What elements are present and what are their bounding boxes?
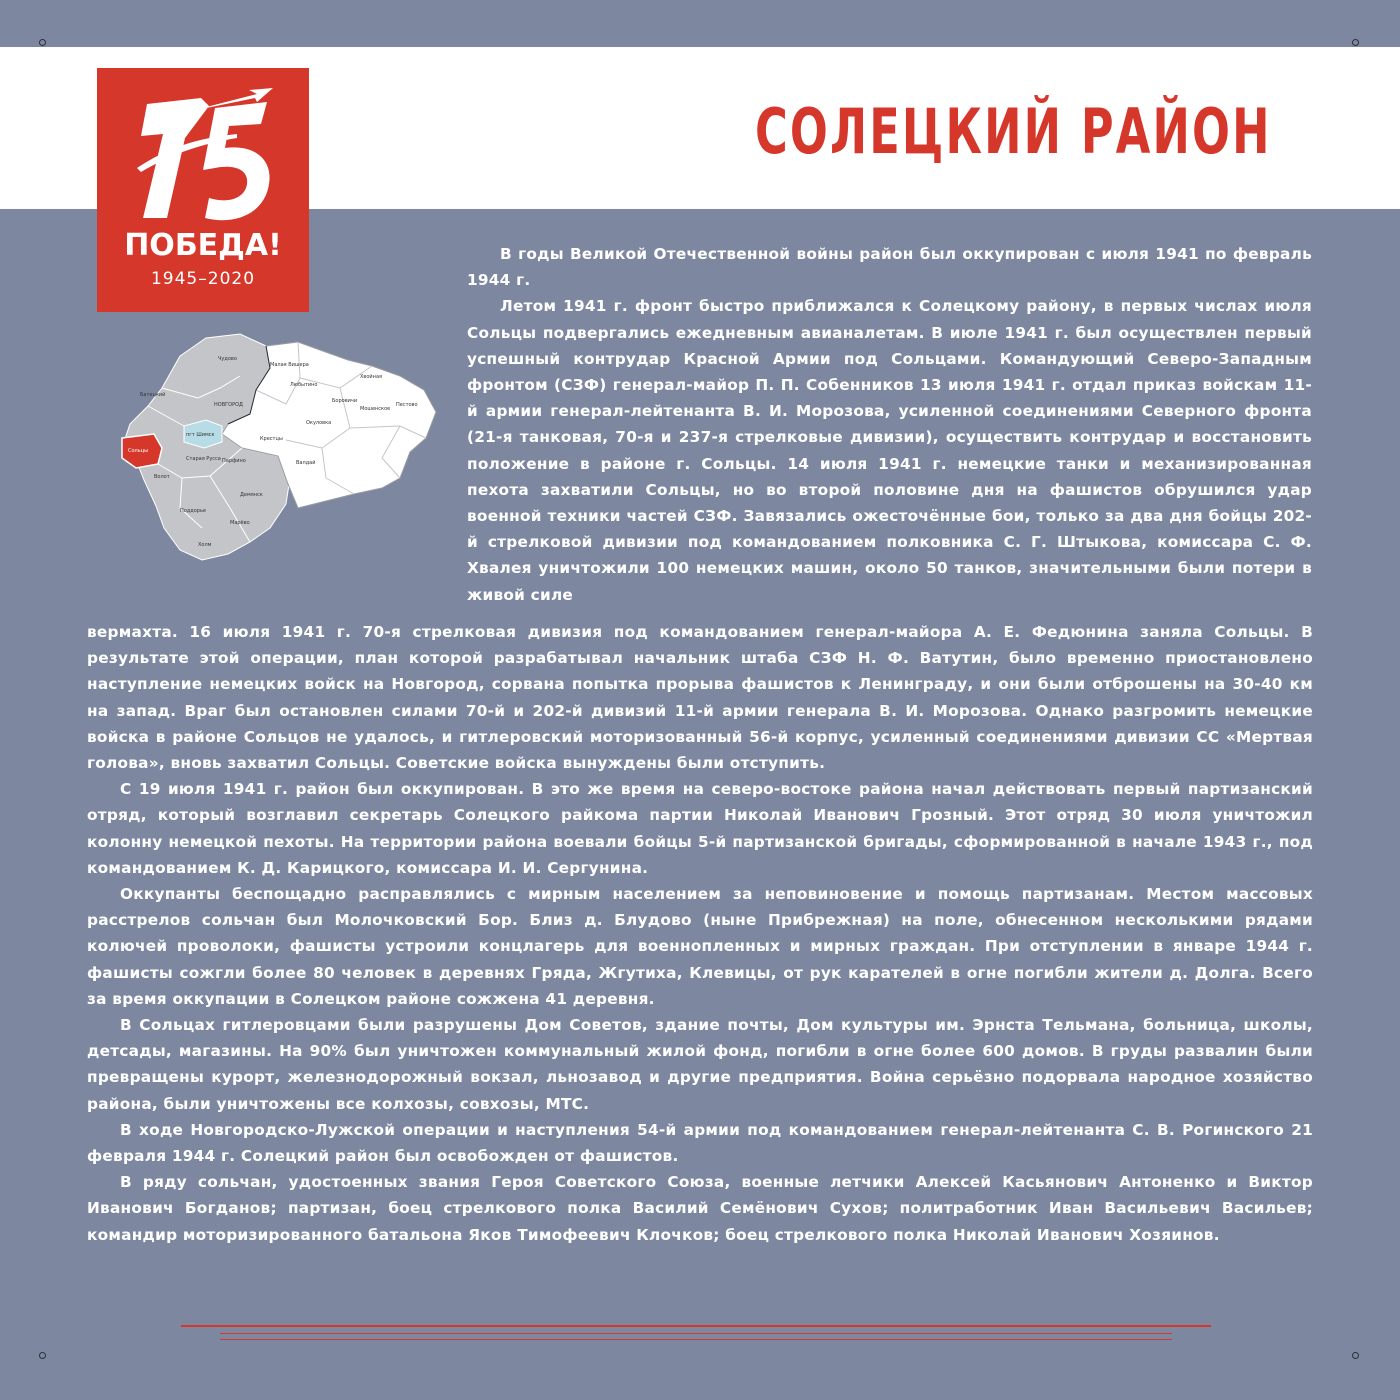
screw-bottom-left <box>39 1352 46 1359</box>
intro-paragraph: Летом 1941 г. фронт быстро приближался к Солецкому району, в первых числах июля Сольцы подвергались ежедневным авианалетам. В июле 1941 г. был осуществлен первый успешный контрудар Красной Армии под Сольцами. Командующий Северо-Западным фронтом (СЗФ) генерал-майор П. П. Собенников 13 июля 1941 г. отдал приказ войскам 11-й армии генерал-лейтенанта В. И. Морозова, усиленной соединениями Северного фронта (21-я танковая, 70-я и 237-я стрелковые дивизии), осуществить контрудар и восстановить положение в районе г. Сольцы. 14 июля 1941 г. немецкие танки и механизированная пехота захватили Сольцы, но во второй половине дня на фашистов обрушился удар военной техники частей СЗФ. Завязались ожесточённые бои, только за два дня бойцы 202-й стрелковой дивизии под командованием полковника С. Г. Штыкова, комиссара С. Ф. Хвалея уничтожили 100 немецких машин, около 50 танков, значительными были потери в живой силе <box>467 297 1312 604</box>
main-paragraph: Оккупанты беспощадно расправлялись с мирным населением за неповиновение и помощь партизанам. Местом массовых расстрелов сольчан был Молочковский Бор. Близ д. Блудово (ныне Прибрежная) на поле, обнесенном несколькими рядами колючей проволоки, фашисты устроили концлагерь для военнопленных и мирных граждан. При отступлении в январе 1944 г. фашисты сожгли более 80 человек в деревнях Гряда, Жгутиха, Клевицы, от рук карателей в огне погибли жители д. Долга. Всего за время оккупации в Солецком районе сожжена 41 деревня. <box>87 885 1313 1008</box>
main-paragraph: вермахта. 16 июля 1941 г. 70-я стрелковая дивизия под командованием генерал-майора А. Е. Федюнина заняла Сольцы. В результате этой операции, план которой разрабатывал начальник штаба СЗФ Н. Ф. Ватутин, было временно приостановлено наступление немецких войск на Новгород, сорвана попытка прорыва фашистов к Ленинграду, и они были отброшены на 30-40 км на запад. Враг был остановлен силами 70-й и 202-й дивизий 11-й армии генерала В. И. Морозова. Однако разгромить немецкие войска в районе Сольцов не удалось, и гитлеровский моторизованный 56-й корпус, усиленный соединениями дивизии СС «Мертвая голова», вновь захватил Сольцы. Советские войска вынуждены были отступить. <box>87 623 1313 773</box>
map-label-volot: Волот <box>154 474 170 480</box>
bottom-rule-bottom <box>220 1339 1172 1340</box>
bottom-rule-middle <box>220 1333 1172 1334</box>
map-label-lyubytino: Любытино <box>290 382 318 388</box>
map-label-valday: Валдай <box>296 460 316 466</box>
map-label-krestcy: Крестцы <box>260 436 283 442</box>
map-label-poddorye: Поддорье <box>180 508 206 514</box>
map-label-batetsky: Батецкий <box>140 392 166 398</box>
map-label-demyansk: Демянск <box>240 492 263 498</box>
map-label-okulovka: Окуловка <box>306 420 332 426</box>
bottom-rule-top <box>181 1325 1211 1327</box>
map-label-borovichi: Боровичи <box>332 398 358 404</box>
map-label-soltsy: Сольцы <box>128 448 149 454</box>
intro-paragraph: В годы Великой Отечественной войны район был оккупирован с июля 1941 по февраль 1944 г. <box>467 245 1312 290</box>
map-label-marevo: Марёво <box>230 520 250 526</box>
logo-75-emblem <box>97 68 309 238</box>
map-label-parfino: Парфино <box>222 458 246 464</box>
intro-text <box>467 241 1312 608</box>
map-label-kholm: Холм <box>198 542 212 548</box>
map-label-moshenskoe: Мошенское <box>360 406 391 412</box>
region-map <box>110 328 440 563</box>
screw-bottom-right <box>1352 1352 1359 1359</box>
map-label-shimsk: пгт Шимск <box>186 432 215 438</box>
map-label-chudovo: Чудово <box>218 356 237 362</box>
map-label-malaya-vishera: Малая Вишера <box>270 362 309 368</box>
logo-word: ПОБЕДА! <box>124 228 282 263</box>
main-paragraph: В ряду сольчан, удостоенных звания Героя Советского Союза, военные летчики Алексей Касьянович Антоненко и Виктор Иванович Богданов; партизан, боец стрелкового полка Василий Семёнович Сухов; политработник Иван Васильевич Васильев; командир моторизированного батальона Яков Тимофеевич Клочков; боец стрелкового полка Николай Иванович Хозяинов. <box>87 1173 1313 1244</box>
map-label-novgorod: НОВГОРОД <box>214 402 243 408</box>
map-label-pestovo: Пестово <box>396 402 418 408</box>
logo-years: 1945–2020 <box>150 269 256 289</box>
main-paragraph: В Сольцах гитлеровцами были разрушены Дом Советов, здание почты, Дом культуры им. Эрнста Тельмана, больница, школы, детсады, магазины. На 90% был уничтожен коммунальный жилой фонд, погибли в огне более 600 домов. В груды развалин были превращены курорт, железнодорожный вокзал, льнозавод и другие предприятия. Война серьёзно подорвала народное хозяйство района, были уничтожены все колхозы, совхозы, МТС. <box>87 1016 1313 1113</box>
screw-top-left <box>39 39 46 46</box>
main-paragraph: С 19 июля 1941 г. район был оккупирован. В это же время на северо-востоке района начал действовать первый партизанский отряд, который возглавил секретарь Солецкого райкома партии Николай Иванович Грозный. Этот отряд 30 июля уничтожил колонну немецкой пехоты. На территории района воевали бойцы 5-й партизанской бригады, сформированной в начале 1943 г., под командованием К. Д. Карицкого, комиссара И. И. Сергунина. <box>87 780 1313 877</box>
map-label-khvoynaya: Хвойная <box>360 374 383 380</box>
main-text <box>87 619 1313 1248</box>
main-paragraph: В ходе Новгородско-Лужской операции и наступления 54-й армии под командованием генерал-лейтенанта С. В. Рогинского 21 февраля 1944 г. Солецкий район был освобожден от фашистов. <box>87 1120 1313 1166</box>
page-title: СОЛЕЦКИЙ РАЙОН <box>755 95 1272 168</box>
victory-75-logo <box>97 68 309 312</box>
map-label-staraya-russa: Старая Русса <box>186 456 221 462</box>
screw-top-right <box>1352 39 1359 46</box>
